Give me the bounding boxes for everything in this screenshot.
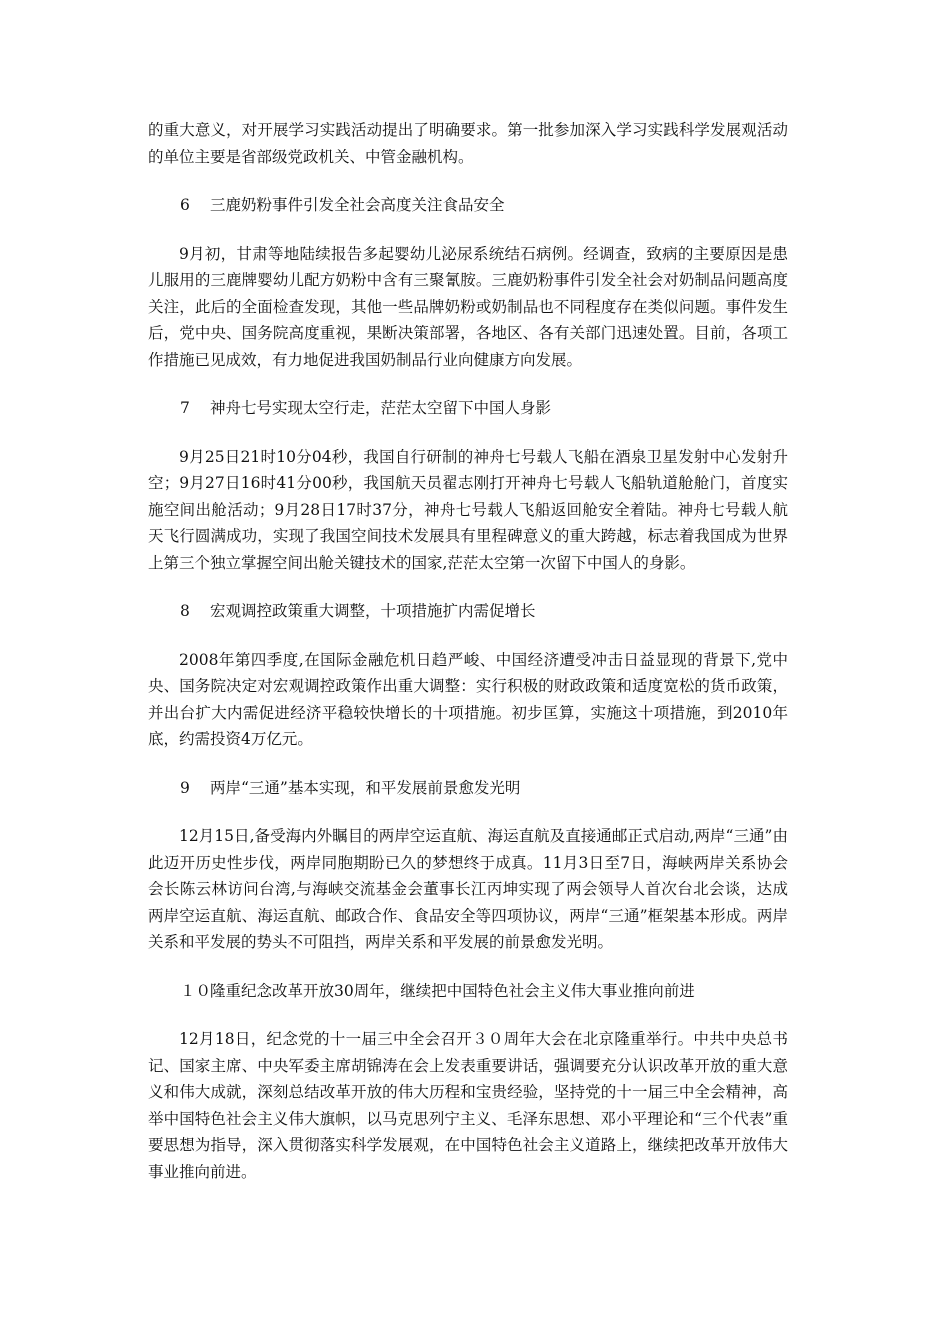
section-heading-8 — [148, 598, 788, 625]
section-heading-9 — [148, 775, 788, 802]
section-title: 隆重纪念改革开放30周年，继续把中国特色社会主义伟大事业推向前进 — [210, 981, 695, 1000]
section-body-6: 9月初，甘肃等地陆续报告多起婴幼儿泌尿系统结石病例。经调查，致病的主要原因是患儿服用的三鹿牌婴幼儿配方奶粉中含有三聚氰胺。三鹿奶粉事件引发全社会对奶制品问题高度关注，此后的全面检查发现，其他一些品牌奶粉或奶制品也不同程度存在类似问题。事件发生后，党中央、国务院高度重视，果断决策部署，各地区、各有关部门迅速处置。目前，各项工作措施已见成效，有力地促进我国奶制品行业向健康方向发展。 — [148, 244, 788, 369]
section-title: 宏观调控政策重大调整，十项措施扩内需促增长 — [210, 602, 536, 620]
section-body-7: 9月25日21时10分04秒，我国自行研制的神舟七号载人飞船在酒泉卫星发射中心发射升空；9月27日16时41分00秒，我国航天员翟志刚打开神舟七号载人飞船轨道舱舱门，首度实施空间出舱活动；9月28日17时37分，神舟七号载人飞船返回舱安全着陆。神舟七号载人航天飞行圆满成功，实现了我国空间技术发展具有里程碑意义的重大跨越，标志着我国成为世界上第三个独立掌握空间出舱关键技术的国家,茫茫太空第一次留下中国人的身影。 — [148, 447, 788, 572]
section-number: 6 — [180, 196, 190, 214]
section-heading-6 — [148, 192, 788, 219]
intro-paragraph: 的重大意义，对开展学习实践活动提出了明确要求。第一批参加深入学习实践科学发展观活动的单位主要是省部级党政机关、中管金融机构。 — [148, 121, 788, 166]
section-number: 9 — [180, 778, 190, 797]
section-number: 8 — [180, 602, 190, 620]
section-title: 两岸“三通”基本实现，和平发展前景愈发光明 — [210, 778, 521, 797]
section-body-8: 2008年第四季度,在国际金融危机日趋严峻、中国经济遭受冲击日益显现的背景下,党中央、国务院决定对宏观调控政策作出重大调整：实行积极的财政政策和适度宽松的货币政策，并出台扩大内需促进经济平稳较快增长的十项措施。初步匡算，实施这十项措施，到2010年底，约需投资4万亿元。 — [148, 650, 788, 748]
section-body-10: 12月18日，纪念党的十一届三中全会召开３０周年大会在北京隆重举行。中共中央总书记、国家主席、中央军委主席胡锦涛在会上发表重要讲话，强调要充分认识改革开放的重大意义和伟大成就，深刻总结改革开放的伟大历程和宝贵经验，坚持党的十一届三中全会精神，高举中国特色社会主义伟大旗帜，以马克思列宁主义、毛泽东思想、邓小平理论和“三个代表”重要思想为指导，深入贯彻落实科学发展观，在中国特色社会主义道路上，继续把改革开放伟大事业推向前进。 — [148, 1030, 788, 1181]
section-heading-7 — [148, 395, 788, 422]
section-heading-10 — [148, 978, 788, 1005]
section-title: 神舟七号实现太空行走，茫茫太空留下中国人身影 — [210, 399, 552, 417]
section-number: 7 — [180, 399, 190, 417]
document-content — [148, 117, 788, 1207]
section-body-9: 12月15日,备受海内外瞩目的两岸空运直航、海运直航及直接通邮正式启动,两岸“三通”由此迈开历史性步伐，两岸同胞期盼已久的梦想终于成真。11月3日至7日，海峡两岸关系协会会长陈云林访问台湾,与海峡交流基金会董事长江丙坤实现了两会领导人首次台北会谈，达成两岸空运直航、海运直航、邮政合作、食品安全等四项协议，两岸“三通”框架基本形成。两岸关系和平发展的势头不可阻挡，两岸关系和平发展的前景愈发光明。 — [148, 827, 788, 951]
section-title: 三鹿奶粉事件引发全社会高度关注食品安全 — [210, 196, 505, 214]
section-number: １０ — [180, 981, 212, 1000]
